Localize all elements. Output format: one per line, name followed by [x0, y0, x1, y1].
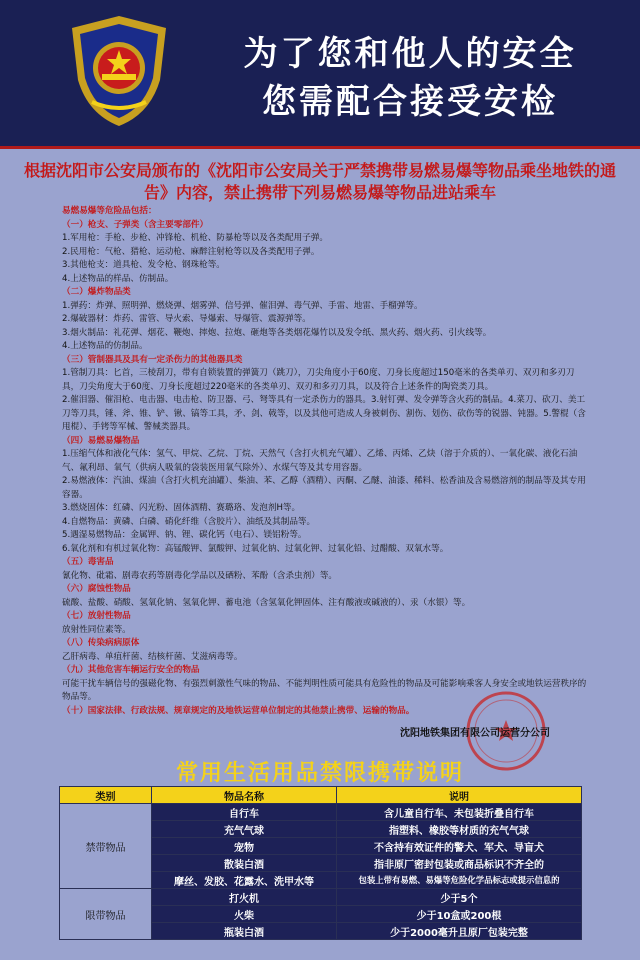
table-title: 常用生活用品禁限携带说明: [175, 761, 464, 786]
list-item: 3.燃烧固体：红磷、闪光粉、固体酒精、赛璐珞、发泡剂H等。: [62, 503, 301, 513]
list-item: 2.易燃液体：汽油、煤油（含打火机充油罐）、柴油、苯、乙醇（酒精）、丙酮、乙醚、油漆、稀料、松香油及含易燃溶剂的制品等及其专用容器。: [62, 476, 586, 500]
list-item: 4.上述物品的样品、仿制品。: [62, 273, 174, 284]
item-description: 少于2000毫升且原厂包装完整: [337, 923, 582, 940]
section-heading: （十）国家法律、行政法规、规章规定的及地铁运营单位制定的其他禁止携带、运输的物品。: [62, 705, 415, 716]
list-title: 易燃易爆等危险品包括：: [62, 206, 157, 216]
item-name: 摩丝、发胶、花露水、洗甲水等: [152, 872, 337, 889]
prohibited-items-list: [62, 205, 587, 718]
section-heading: （六）腐蚀性物品: [62, 584, 131, 594]
list-item: 硫酸、盐酸、硝酸、氢氧化钠、氢氧化钾、蓄电池（含氢氧化钾固体、注有酸液或碱液的）、汞（水银）等。: [62, 597, 471, 608]
category-cell: 限带物品: [60, 889, 152, 940]
table-row: [60, 804, 582, 821]
item-name: 瓶装白酒: [152, 923, 337, 940]
list-item: 1.管制刀具：匕首，三棱刮刀，带有自锁装置的弹簧刀（跳刀），刀尖角度小于60度、刀身长度超过150毫米的各类单刃、双刃和多刃刀具，刀尖角度大于60度、刀身长度超过220毫米的各类单刃、双刃和多刃刀具，以及符合上述条件的陶瓷类刀具。: [62, 368, 575, 392]
table-header-row: [60, 787, 582, 804]
list-item: 1.军用枪：手枪、步枪、冲锋枪、机枪、防暴枪等以及各类配用子弹。: [62, 233, 329, 243]
item-name: 火柴: [152, 906, 337, 923]
item-name: 打火机: [152, 889, 337, 906]
section-heading: （七）放射性物品: [62, 611, 131, 621]
list-item: 3.烟火制品：礼花弹、烟花、鞭炮、摔炮、拉炮、砸炮等各类烟花爆竹以及发令纸、黑火药、烟火药、引火线等。: [62, 327, 492, 338]
table-row: [60, 889, 582, 906]
intro-notice: 根据沈阳市公安局颁布的《沈阳市公安局关于严禁携带易燃易爆等物品乘坐地铁的通告》内容，禁止携带下列易燃易爆等物品进站乘车: [23, 161, 616, 202]
list-item: 1.弹药：炸弹、照明弹、燃烧弹、烟雾弹、信号弹、催泪弹、毒气弹、手雷、地雷、手榴弹等。: [62, 300, 423, 311]
list-item: 2.催泪器、催泪枪、电击器、电击枪、防卫器、弓、弩等具有一定杀伤力的器具。3.射钉弹、发令弹等含火药的制品。4.菜刀、砍刀、美工刀等刀具，锤、斧、锥、铲、锹、镐等工具，矛、剑、戟等，以及其他可造成人身被刺伤、割伤、划伤、砍伤等的锐器、钝器。5.警棍（含甩棍）、手铐等军械、警械类器具。: [62, 395, 586, 432]
item-name: 散装白酒: [152, 855, 337, 872]
item-name: 宠物: [152, 838, 337, 855]
header-category: 类别: [60, 787, 152, 804]
headline-line-1: 为了您和他人的安全: [243, 34, 577, 74]
section-heading: （九）其他危害车辆运行安全的物品: [62, 665, 200, 675]
section-heading: （二）爆炸物品类: [62, 287, 131, 297]
item-description: 指塑料、橡胶等材质的充气气球: [337, 821, 582, 838]
section-heading: （一）枪支、子弹类（含主要零部件）: [62, 219, 209, 230]
item-description: 指非原厂密封包装或商品标识不齐全的: [337, 855, 582, 872]
section-heading: （三）管制器具及具有一定杀伤力的其他器具类: [62, 354, 243, 365]
list-item: 5.遇湿易燃物品：金属钾、钠、锂、碳化钙（电石）、镁铝粉等。: [62, 530, 307, 540]
list-item: 2.爆破器材：炸药、雷管、导火索、导爆索、导爆管、震源弹等。: [62, 314, 311, 324]
headline-line-2: 您需配合接受安检: [262, 82, 558, 122]
item-description: 少于5个: [337, 889, 582, 906]
list-item: 4.上述物品的仿制品。: [62, 341, 148, 351]
section-heading: （四）易燃易爆物品: [62, 435, 140, 446]
company-name: 沈阳地铁集团有限公司运营分公司: [400, 728, 550, 739]
police-emblem-icon: [58, 10, 180, 132]
list-item: 2.民用枪：气枪、猎枪、运动枪、麻醉注射枪等以及各类配用子弹。: [62, 246, 320, 257]
list-item: 放射性同位素等。: [62, 624, 131, 635]
item-description: 包装上带有易燃、易爆等危险化学品标志或提示信息的: [337, 872, 582, 889]
list-item: 3.其他枪支：道具枪、发令枪、钢珠枪等。: [62, 260, 225, 270]
list-item: 6.氧化剂和有机过氧化物：高锰酸钾、氯酸钾、过氧化钠、过氧化钾、过氧化铅、过醋酸、双氧水等。: [62, 543, 449, 554]
restricted-items-table: [59, 786, 582, 940]
item-description: 含儿童自行车、未包装折叠自行车: [337, 804, 582, 821]
item-name: 自行车: [152, 804, 337, 821]
list-item: 4.自燃物品：黄磷、白磷、硝化纤维（含胶片）、油纸及其制品等。: [62, 516, 316, 527]
item-name: 充气气球: [152, 821, 337, 838]
category-cell: 禁带物品: [60, 804, 152, 889]
header-name: 物品名称: [152, 787, 337, 804]
section-heading: （五）毒害品: [62, 557, 114, 567]
list-item: 乙肝病毒、单疽杆菌、结核杆菌、艾滋病毒等。: [62, 651, 243, 662]
list-item: 可能干扰车辆信号的强磁化物、有强烈刺激性气味的物品、不能判明性质可能具有危险性的物品及可能影响乘客人身安全或地铁运营秩序的物品等。: [62, 678, 587, 702]
item-description: 少于10盒或200根: [337, 906, 582, 923]
item-description: 不含持有效证件的警犬、军犬、导盲犬: [337, 838, 582, 855]
header-description: 说明: [337, 787, 582, 804]
list-item: 1.压缩气体和液化气体：氢气、甲烷、乙烷、丁烷、天然气（含打火机充气罐）、乙烯、丙烯、乙炔（溶于介质的）、一氧化碳、液化石油气、氟利昂、氧气（供病人吸氧的袋装医用氧气除外）、水煤气等及其专用容器。: [62, 449, 578, 473]
list-item: 氰化物、砒霜、剧毒农药等剧毒化学品以及硒粉、苯酚（含杀虫剂）等。: [62, 570, 338, 581]
header-banner: [0, 0, 640, 146]
divider: [0, 146, 640, 149]
section-heading: （八）传染病病原体: [62, 638, 140, 648]
